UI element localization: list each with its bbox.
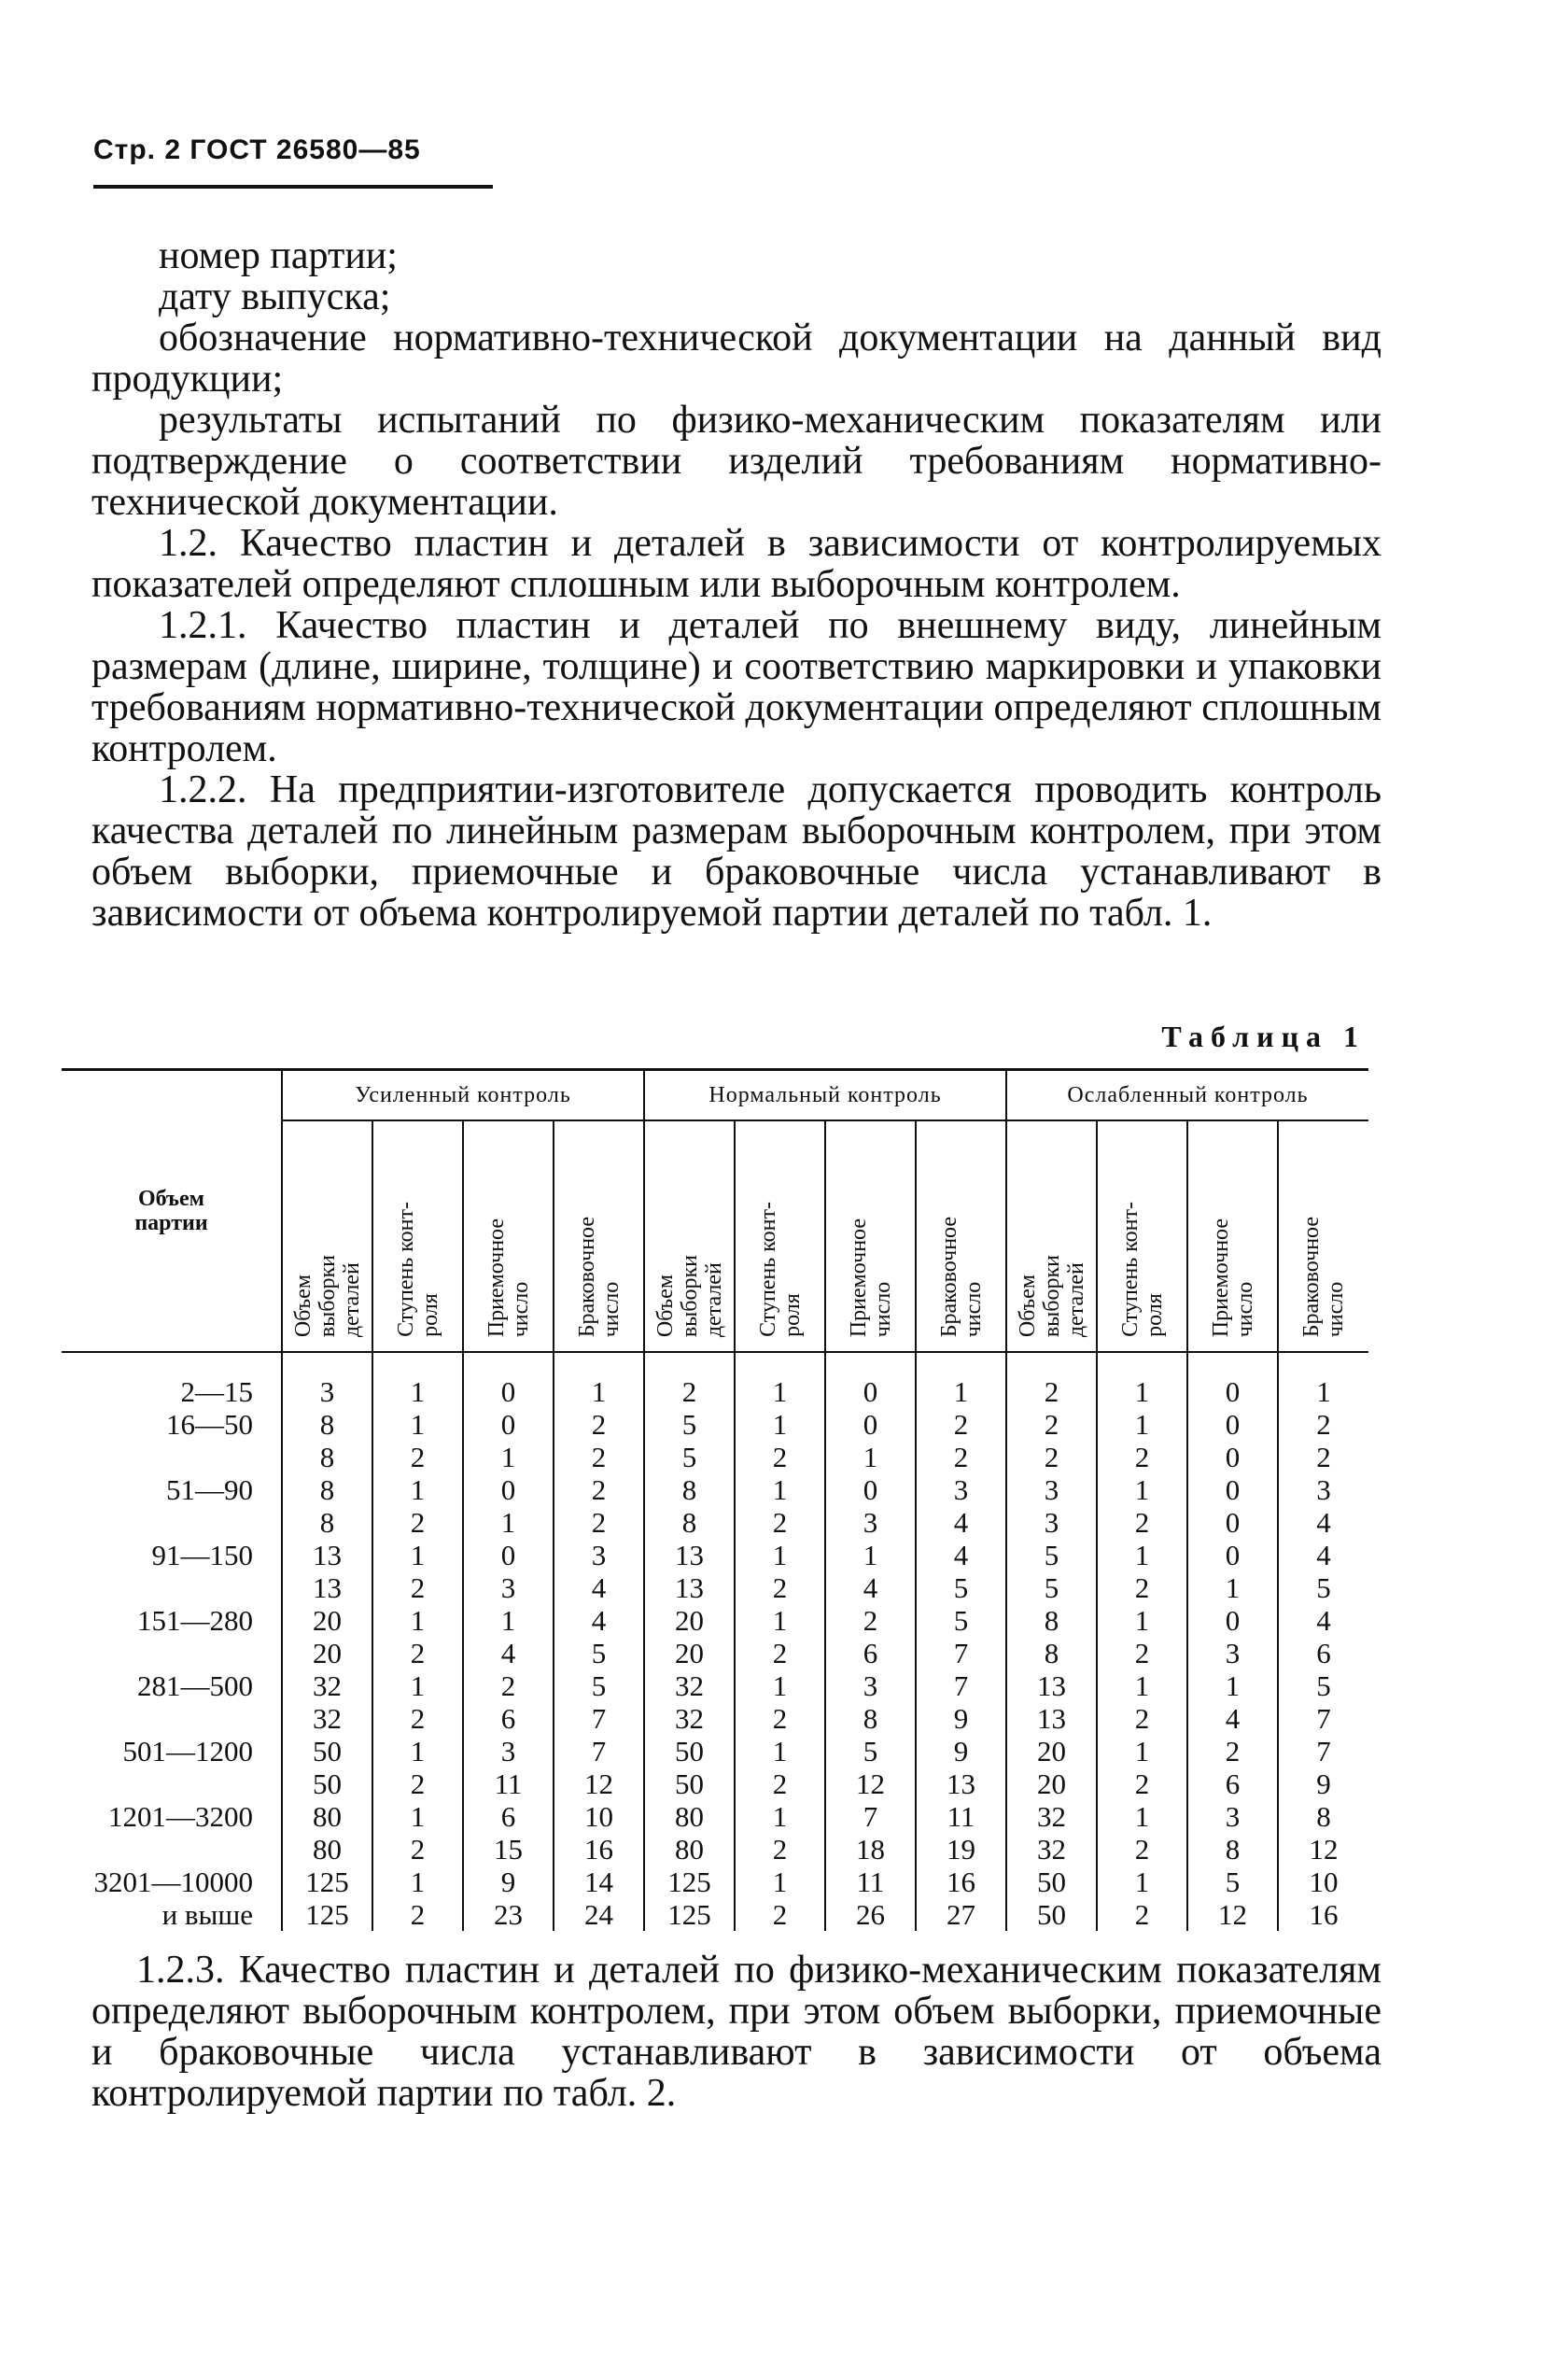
table-cell: 80 (282, 1833, 372, 1866)
table-cell: 12 (554, 1767, 644, 1800)
lot-size-cell: 51—90 (166, 1473, 253, 1506)
table-1 (62, 1068, 1368, 1931)
table-cell: 1 (735, 1473, 825, 1506)
table-cell: 5 (554, 1669, 644, 1702)
table-cell: 1 (1097, 1473, 1187, 1506)
table-cell: 2 (1097, 1441, 1187, 1473)
table-cell: 32 (644, 1702, 735, 1735)
lot-size-cell: и выше (161, 1898, 253, 1931)
table-cell: 1 (1097, 1866, 1187, 1898)
table-cell: 6 (825, 1637, 916, 1669)
body-text-after-table (91, 1950, 1382, 2114)
table-cell: 1 (1097, 1408, 1187, 1441)
table-cell: 13 (282, 1539, 372, 1571)
table-cell: 2 (1187, 1735, 1278, 1767)
table-row (62, 1866, 1368, 1898)
table-cell: 2 (372, 1506, 463, 1539)
lot-size-cell: 2—15 (180, 1375, 253, 1408)
table-cell: 2 (1006, 1408, 1097, 1441)
table-cell: 20 (1006, 1767, 1097, 1800)
table-cell: 7 (1278, 1702, 1368, 1735)
table-cell: 0 (463, 1408, 554, 1441)
table-cell: 1 (825, 1539, 916, 1571)
table-cell: 0 (463, 1352, 554, 1408)
group-header-normal: Нормальный контроль (644, 1070, 1006, 1121)
table-cell: 3 (1187, 1800, 1278, 1833)
table-cell: 2 (1097, 1702, 1187, 1735)
table-cell: 27 (916, 1898, 1006, 1931)
table-cell: 2 (372, 1637, 463, 1669)
table-cell: 125 (644, 1866, 735, 1898)
subcol-sample-size: Объем выборки деталей (1006, 1120, 1097, 1352)
table-cell: 12 (1187, 1898, 1278, 1931)
group-header-reduced: Ослабленный контроль (1006, 1070, 1368, 1121)
table-cell: 3 (282, 1352, 372, 1408)
table-cell: 1 (916, 1352, 1006, 1408)
table-cell: 6 (1278, 1637, 1368, 1669)
table-cell: 0 (825, 1408, 916, 1441)
table-cell: 0 (1187, 1352, 1278, 1408)
table-cell: 2 (735, 1767, 825, 1800)
lot-size-cell: 91—150 (151, 1539, 253, 1571)
table-cell: 5 (644, 1441, 735, 1473)
table-row (62, 1352, 1368, 1408)
subcol-reject-number: Браковочное число (554, 1120, 644, 1352)
table-row (62, 1833, 1368, 1866)
table-row (62, 1637, 1368, 1669)
table-caption: Таблица 1 (1161, 1020, 1366, 1053)
table-cell: 125 (644, 1898, 735, 1931)
table-cell: 1 (1097, 1735, 1187, 1767)
table-cell: 3 (554, 1539, 644, 1571)
table-cell: 2 (1097, 1506, 1187, 1539)
table-cell: 1 (372, 1408, 463, 1441)
table-cell: 8 (1187, 1833, 1278, 1866)
table-cell: 2 (1097, 1767, 1187, 1800)
table-cell: 2 (372, 1898, 463, 1931)
table-cell: 1 (1187, 1669, 1278, 1702)
paragraph: дату выпуска; (159, 275, 391, 318)
table-cell: 0 (825, 1352, 916, 1408)
table-cell: 9 (463, 1866, 554, 1898)
table-cell: 1 (1097, 1352, 1187, 1408)
subcol-accept-number: Приемочное число (825, 1120, 916, 1352)
lot-size-cell (62, 1767, 282, 1800)
table-row (62, 1669, 1368, 1702)
table-cell: 80 (282, 1800, 372, 1833)
table-cell: 8 (1006, 1604, 1097, 1637)
subcol-accept-number: Приемочное число (1187, 1120, 1278, 1352)
subcol-reject-number: Браковочное число (1278, 1120, 1368, 1352)
table-cell: 7 (554, 1735, 644, 1767)
table-cell: 13 (1006, 1702, 1097, 1735)
lot-size-cell: 281—500 (137, 1669, 253, 1702)
table-row (62, 1767, 1368, 1800)
table-cell: 7 (916, 1637, 1006, 1669)
table-cell: 3 (1006, 1506, 1097, 1539)
table-cell: 2 (372, 1441, 463, 1473)
table-cell: 1 (1187, 1571, 1278, 1604)
table-cell: 32 (1006, 1800, 1097, 1833)
table-cell: 2 (554, 1506, 644, 1539)
table-cell: 4 (1278, 1539, 1368, 1571)
table-cell: 2 (1097, 1571, 1187, 1604)
table-cell: 2 (735, 1441, 825, 1473)
table-cell: 1 (1097, 1669, 1187, 1702)
table-row (62, 1441, 1368, 1473)
table-cell: 2 (372, 1702, 463, 1735)
table-cell: 5 (916, 1604, 1006, 1637)
table-cell: 8 (1006, 1637, 1097, 1669)
table-cell: 3 (1006, 1473, 1097, 1506)
lot-size-cell: 1201—3200 (108, 1800, 253, 1833)
table-cell: 23 (463, 1898, 554, 1931)
table-cell: 8 (282, 1408, 372, 1441)
table-cell: 7 (1278, 1735, 1368, 1767)
table-cell: 1 (372, 1800, 463, 1833)
table-cell: 4 (1278, 1506, 1368, 1539)
table-cell: 125 (282, 1866, 372, 1898)
table-row (62, 1735, 1368, 1767)
table-cell: 2 (735, 1898, 825, 1931)
subcol-accept-number: Приемочное число (463, 1120, 554, 1352)
lot-size-cell (62, 1506, 282, 1539)
table-cell: 20 (644, 1637, 735, 1669)
table-cell: 1 (735, 1800, 825, 1833)
table-cell: 125 (282, 1898, 372, 1931)
table-cell: 2 (554, 1473, 644, 1506)
table-cell: 0 (1187, 1473, 1278, 1506)
table-cell: 2 (916, 1408, 1006, 1441)
subcol-stage: Ступень конт- роля (735, 1120, 825, 1352)
table-row (62, 1408, 1368, 1441)
table-cell: 2 (372, 1571, 463, 1604)
page-header: Стр. 2 ГОСТ 26580—85 (93, 134, 421, 165)
table-cell: 9 (916, 1735, 1006, 1767)
table-cell: 8 (644, 1473, 735, 1506)
paragraph: 1.2.2. На предприятии-изготовителе допускается проводить контроль качества деталей по линейным размерам выборочным контролем, при этом объем выборки, приемочные и браковочные числа устанавливают в зависимости от объема контролируемой партии деталей по табл. 1. (91, 768, 1382, 935)
table-cell: 3 (463, 1735, 554, 1767)
table-cell: 20 (282, 1604, 372, 1637)
table-cell: 2 (644, 1352, 735, 1408)
table-row (62, 1473, 1368, 1506)
table-cell: 7 (554, 1702, 644, 1735)
lot-size-cell: 16—50 (166, 1408, 253, 1441)
table-cell: 5 (1006, 1539, 1097, 1571)
table-cell: 13 (644, 1571, 735, 1604)
table-cell: 3 (916, 1473, 1006, 1506)
table-cell: 2 (825, 1604, 916, 1637)
paragraph: результаты испытаний по физико-механическим показателям или подтверждение о соответствии изделий требованиям нормативно-технической документации. (91, 399, 1382, 524)
table-cell: 4 (1278, 1604, 1368, 1637)
table-cell: 4 (825, 1571, 916, 1604)
paragraph: 1.2. Качество пластин и деталей в зависимости от контролируемых показателей определяют сплошным или выборочным контролем. (91, 522, 1382, 606)
table-row (62, 1604, 1368, 1637)
table-cell: 3 (1278, 1473, 1368, 1506)
table-cell: 26 (825, 1898, 916, 1931)
table-cell: 8 (1278, 1800, 1368, 1833)
table-cell: 2 (554, 1408, 644, 1441)
table-cell: 0 (1187, 1408, 1278, 1441)
table-cell: 2 (1278, 1441, 1368, 1473)
table-cell: 1 (735, 1866, 825, 1898)
table-cell: 0 (825, 1473, 916, 1506)
table-cell: 2 (372, 1833, 463, 1866)
table-cell: 8 (825, 1702, 916, 1735)
table-cell: 8 (644, 1506, 735, 1539)
table-cell: 14 (554, 1866, 644, 1898)
lot-size-cell (62, 1702, 282, 1735)
table-cell: 1 (1097, 1800, 1187, 1833)
subcol-reject-number: Браковочное число (916, 1120, 1006, 1352)
table-cell: 1 (372, 1539, 463, 1571)
body-text (91, 235, 1382, 934)
table-cell: 50 (1006, 1898, 1097, 1931)
table-cell: 7 (825, 1800, 916, 1833)
table-cell: 2 (1006, 1441, 1097, 1473)
table-cell: 2 (1006, 1352, 1097, 1408)
table-cell: 7 (916, 1669, 1006, 1702)
table-row (62, 1571, 1368, 1604)
table-cell: 2 (1278, 1408, 1368, 1441)
table-cell: 9 (1278, 1767, 1368, 1800)
table-cell: 3 (825, 1669, 916, 1702)
table-cell: 3 (463, 1571, 554, 1604)
table-cell: 1 (735, 1539, 825, 1571)
table-cell: 9 (916, 1702, 1006, 1735)
group-header-tightened: Усиленный контроль (282, 1070, 644, 1121)
table-cell: 50 (1006, 1866, 1097, 1898)
table-cell: 1 (735, 1352, 825, 1408)
table-cell: 1 (1097, 1539, 1187, 1571)
table-cell: 20 (644, 1604, 735, 1637)
table-cell: 80 (644, 1800, 735, 1833)
table-cell: 10 (554, 1800, 644, 1833)
table-cell: 11 (916, 1800, 1006, 1833)
table-cell: 2 (554, 1441, 644, 1473)
table-cell: 13 (1006, 1669, 1097, 1702)
table-cell: 24 (554, 1898, 644, 1931)
table-row (62, 1800, 1368, 1833)
table-cell: 1 (735, 1669, 825, 1702)
table-cell: 50 (644, 1767, 735, 1800)
table-row (62, 1702, 1368, 1735)
table-cell: 6 (463, 1702, 554, 1735)
table-cell: 18 (825, 1833, 916, 1866)
table-cell: 20 (1006, 1735, 1097, 1767)
table-cell: 16 (916, 1866, 1006, 1898)
table-cell: 1 (372, 1352, 463, 1408)
table-cell: 32 (644, 1669, 735, 1702)
paragraph: 1.2.1. Качество пластин и деталей по внешнему виду, линейным размерам (длине, ширине, толщине) и соответствию маркировки и упаковки требованиям нормативно-технической документации определяют сплошным контролем. (91, 604, 1382, 770)
lot-size-header: Объем партии (62, 1070, 282, 1353)
table-cell: 4 (916, 1539, 1006, 1571)
table-cell: 13 (282, 1571, 372, 1604)
table-cell: 19 (916, 1833, 1006, 1866)
table-cell: 2 (735, 1506, 825, 1539)
lot-size-cell: 501—1200 (122, 1735, 253, 1767)
table-cell: 2 (372, 1767, 463, 1800)
table-cell: 50 (644, 1735, 735, 1767)
table-cell: 2 (1097, 1833, 1187, 1866)
table-cell: 2 (735, 1702, 825, 1735)
table-cell: 2 (735, 1637, 825, 1669)
lot-size-cell: 151—280 (137, 1604, 253, 1637)
table-cell: 5 (1187, 1866, 1278, 1898)
table-cell: 13 (916, 1767, 1006, 1800)
table-cell: 12 (1278, 1833, 1368, 1866)
table-cell: 8 (282, 1441, 372, 1473)
lot-size-cell (62, 1571, 282, 1604)
table-cell: 0 (1187, 1539, 1278, 1571)
table-cell: 1 (372, 1735, 463, 1767)
table-cell: 3 (1187, 1637, 1278, 1669)
table-cell: 1 (1278, 1352, 1368, 1408)
table-cell: 4 (1187, 1702, 1278, 1735)
table-body (62, 1352, 1368, 1931)
table-cell: 5 (916, 1571, 1006, 1604)
lot-size-cell (62, 1637, 282, 1669)
table-cell: 0 (463, 1539, 554, 1571)
table-row (62, 1506, 1368, 1539)
table-cell: 16 (554, 1833, 644, 1866)
lot-size-cell (62, 1441, 282, 1473)
subcol-stage: Ступень конт- роля (372, 1120, 463, 1352)
table-cell: 16 (1278, 1898, 1368, 1931)
table-cell: 0 (1187, 1441, 1278, 1473)
table-row (62, 1539, 1368, 1571)
table-cell: 1 (372, 1604, 463, 1637)
table-cell: 11 (825, 1866, 916, 1898)
table-cell: 5 (554, 1637, 644, 1669)
subcol-sample-size: Объем выборки деталей (644, 1120, 735, 1352)
table-cell: 5 (1278, 1669, 1368, 1702)
table-cell: 1 (372, 1473, 463, 1506)
table-cell: 15 (463, 1833, 554, 1866)
table-cell: 10 (1278, 1866, 1368, 1898)
table-cell: 4 (554, 1604, 644, 1637)
table-cell: 12 (825, 1767, 916, 1800)
table-cell: 1 (735, 1735, 825, 1767)
table-cell: 0 (1187, 1604, 1278, 1637)
table-cell: 4 (554, 1571, 644, 1604)
header-rule (93, 185, 493, 189)
table-cell: 1 (463, 1506, 554, 1539)
table-cell: 6 (1187, 1767, 1278, 1800)
table-cell: 1 (463, 1441, 554, 1473)
lot-size-cell: 3201—10000 (93, 1866, 253, 1898)
table-cell: 8 (282, 1473, 372, 1506)
table-cell: 1 (735, 1604, 825, 1637)
table-cell: 5 (1006, 1571, 1097, 1604)
table-cell: 4 (916, 1506, 1006, 1539)
table-cell: 8 (282, 1506, 372, 1539)
subcol-stage: Ступень конт- роля (1097, 1120, 1187, 1352)
table-cell: 3 (825, 1506, 916, 1539)
subcol-sample-size: Объем выборки деталей (282, 1120, 372, 1352)
table-cell: 5 (1278, 1571, 1368, 1604)
table-cell: 2 (735, 1571, 825, 1604)
table-cell: 20 (282, 1637, 372, 1669)
table-cell: 2 (1097, 1637, 1187, 1669)
lot-size-cell (62, 1833, 282, 1866)
table-cell: 5 (825, 1735, 916, 1767)
table-cell: 32 (1006, 1833, 1097, 1866)
table-cell: 6 (463, 1800, 554, 1833)
table-cell: 5 (644, 1408, 735, 1441)
table-cell: 50 (282, 1735, 372, 1767)
table-cell: 1 (463, 1604, 554, 1637)
paragraph: обозначение нормативно-технической документации на данный вид продукции; (91, 317, 1382, 401)
table-cell: 0 (1187, 1506, 1278, 1539)
table-cell: 2 (1097, 1898, 1187, 1931)
table-cell: 4 (463, 1637, 554, 1669)
table-cell: 2 (735, 1833, 825, 1866)
table-cell: 1 (735, 1408, 825, 1441)
table-cell: 2 (916, 1441, 1006, 1473)
table-cell: 11 (463, 1767, 554, 1800)
table-cell: 32 (282, 1669, 372, 1702)
table-cell: 1 (554, 1352, 644, 1408)
paragraph: 1.2.3. Качество пластин и деталей по физико-механическим показателям определяют выборочным контролем, при этом объем выборки, приемочные и браковочные числа устанавливают в зависимости от объема контролируемой партии по табл. 2. (91, 1949, 1382, 2115)
paragraph: номер партии; (159, 234, 398, 277)
table-cell: 50 (282, 1767, 372, 1800)
table-cell: 32 (282, 1702, 372, 1735)
table-cell: 1 (1097, 1604, 1187, 1637)
table-cell: 2 (463, 1669, 554, 1702)
table-cell: 0 (463, 1473, 554, 1506)
table-cell: 1 (825, 1441, 916, 1473)
table-cell: 13 (644, 1539, 735, 1571)
table-cell: 1 (372, 1669, 463, 1702)
table-cell: 80 (644, 1833, 735, 1866)
table-cell: 1 (372, 1866, 463, 1898)
table-row (62, 1898, 1368, 1931)
